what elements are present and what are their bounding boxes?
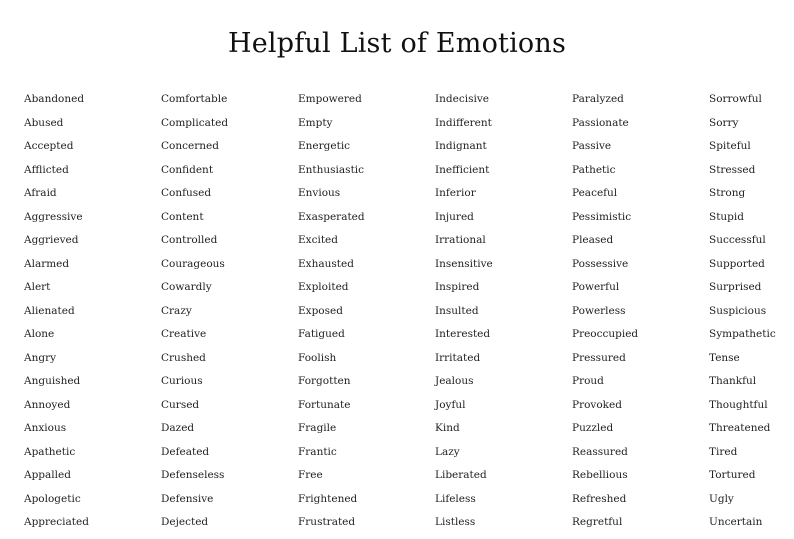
emotion-word: Peaceful (572, 187, 618, 199)
emotion-word: Alarmed (24, 257, 70, 270)
emotion-word: Anxious (24, 422, 67, 434)
emotion-word: Powerful (572, 281, 620, 293)
emotion-word: Powerless (572, 304, 626, 317)
emotion-word: Anguished (24, 375, 81, 387)
emotion-word: Preoccupied (572, 328, 639, 340)
emotion-word: Curious (161, 375, 203, 387)
emotion-word: Pathetic (572, 163, 616, 176)
emotion-word: Apologetic (24, 492, 81, 505)
emotion-word: Inferior (435, 187, 476, 199)
emotion-word: Empowered (298, 93, 362, 105)
emotion-word: Surprised (709, 281, 762, 293)
emotion-word: Provoked (572, 398, 622, 411)
emotion-word: Confused (161, 187, 212, 199)
emotion-word: Possessive (572, 257, 629, 270)
emotion-word: Crushed (161, 351, 206, 364)
emotion-word: Stressed (709, 163, 756, 176)
emotion-word: Paralyzed (572, 93, 624, 105)
emotion-word: Suspicious (709, 304, 767, 317)
emotion-word: Indignant (435, 140, 487, 152)
emotion-word: Afflicted (24, 163, 69, 176)
emotion-word: Indifferent (435, 116, 492, 129)
emotion-word: Afraid (24, 187, 57, 199)
emotion-word: Energetic (298, 140, 351, 152)
emotion-word: Alienated (24, 304, 75, 317)
emotion-word: Fortunate (298, 398, 351, 411)
emotion-word: Controlled (161, 234, 218, 246)
emotion-word: Stupid (709, 210, 744, 223)
emotion-word: Insensitive (435, 257, 493, 270)
emotion-word: Strong (709, 187, 746, 199)
emotion-word: Creative (161, 328, 207, 340)
emotion-word: Refreshed (572, 492, 627, 505)
emotion-word: Puzzled (572, 422, 614, 434)
emotion-word: Sorry (709, 116, 739, 129)
emotion-word: Irrational (435, 234, 486, 246)
emotion-word: Lazy (435, 445, 460, 458)
emotion-word: Crazy (161, 304, 192, 317)
emotion-word: Sympathetic (709, 328, 776, 340)
emotion-word: Threatened (709, 422, 771, 434)
emotion-word: Enthusiastic (298, 163, 365, 176)
emotion-word: Frantic (298, 445, 337, 458)
emotion-word: Exhausted (298, 257, 354, 270)
emotion-word: Complicated (161, 116, 229, 129)
emotion-word: Fatigued (298, 328, 345, 340)
emotion-word: Indecisive (435, 93, 489, 105)
emotion-word: Inefficient (435, 163, 490, 176)
emotion-word: Insulted (435, 304, 479, 317)
emotion-word: Spiteful (709, 140, 751, 152)
emotion-word: Kind (435, 422, 460, 434)
emotion-word: Liberated (435, 469, 487, 481)
page-title: Helpful List of Emotions (227, 28, 567, 59)
emotion-word: Irritated (435, 351, 481, 364)
emotion-word: Interested (435, 328, 491, 340)
emotion-word: Courageous (161, 257, 225, 270)
emotion-word: Fragile (298, 422, 337, 434)
emotion-word: Abandoned (24, 93, 85, 105)
emotion-word: Free (298, 469, 323, 481)
emotion-column (572, 92, 709, 539)
emotion-word: Pessimistic (572, 210, 632, 223)
emotion-word: Rebellious (572, 469, 628, 481)
emotion-word: Envious (298, 187, 341, 199)
emotion-word: Ugly (709, 492, 734, 505)
emotion-word: Content (161, 210, 204, 223)
emotion-word: Aggressive (24, 210, 83, 223)
emotion-word: Frustrated (298, 516, 356, 528)
emotion-word: Listless (435, 516, 476, 528)
emotion-word: Passive (572, 140, 612, 152)
emotion-word: Angry (24, 351, 57, 364)
emotion-word: Injured (435, 210, 474, 223)
emotion-word: Abused (24, 116, 64, 129)
emotion-word: Reassured (572, 445, 628, 458)
emotion-word: Pressured (572, 351, 626, 364)
emotion-word: Joyful (435, 398, 466, 411)
emotion-column (298, 92, 435, 539)
emotion-word: Exploited (298, 281, 349, 293)
emotion-word: Accepted (24, 140, 74, 152)
emotion-column (709, 92, 794, 539)
emotion-word: Cursed (161, 398, 200, 411)
emotion-word: Defeated (161, 445, 210, 458)
emotion-word: Jealous (435, 375, 474, 387)
emotion-word: Excited (298, 234, 338, 246)
emotion-word: Annoyed (24, 398, 71, 411)
emotion-word: Thankful (709, 375, 757, 387)
emotion-word: Lifeless (435, 492, 476, 505)
emotion-word: Successful (709, 234, 766, 246)
emotion-word: Pleased (572, 234, 614, 246)
emotion-word: Alone (24, 328, 55, 340)
emotion-word: Proud (572, 375, 604, 387)
emotion-word: Exasperated (298, 210, 365, 223)
emotion-word: Dejected (161, 516, 209, 528)
emotion-word: Dazed (161, 422, 195, 434)
emotion-word: Appalled (24, 469, 71, 481)
emotion-word: Forgotten (298, 375, 351, 387)
emotion-word: Passionate (572, 116, 629, 129)
emotion-word: Confident (161, 163, 214, 176)
emotion-word: Cowardly (161, 281, 212, 293)
emotion-word: Frightened (298, 492, 358, 505)
emotion-word: Tired (709, 445, 738, 458)
emotion-word: Exposed (298, 304, 343, 317)
emotions-grid (24, 92, 794, 539)
emotion-word: Alert (24, 281, 51, 293)
emotion-word: Concerned (161, 140, 219, 152)
emotion-word: Uncertain (709, 516, 763, 528)
emotion-word: Supported (709, 257, 765, 270)
emotion-word: Inspired (435, 281, 480, 293)
emotion-word: Empty (298, 116, 333, 129)
emotion-word: Regretful (572, 516, 623, 528)
emotion-word: Apathetic (24, 445, 76, 458)
emotion-word: Foolish (298, 351, 337, 364)
emotion-word: Tortured (709, 469, 756, 481)
emotion-word: Sorrowful (709, 93, 762, 105)
emotion-word: Appreciated (24, 516, 89, 528)
emotion-word: Thoughtful (709, 398, 768, 411)
emotion-word: Defensive (161, 492, 214, 505)
emotion-word: Defenseless (161, 469, 225, 481)
emotion-word: Tense (709, 351, 740, 364)
emotion-word: Aggrieved (24, 234, 79, 246)
emotion-column (161, 92, 298, 539)
emotion-column (24, 92, 161, 539)
emotion-word: Comfortable (161, 93, 228, 105)
emotion-column (435, 92, 572, 539)
